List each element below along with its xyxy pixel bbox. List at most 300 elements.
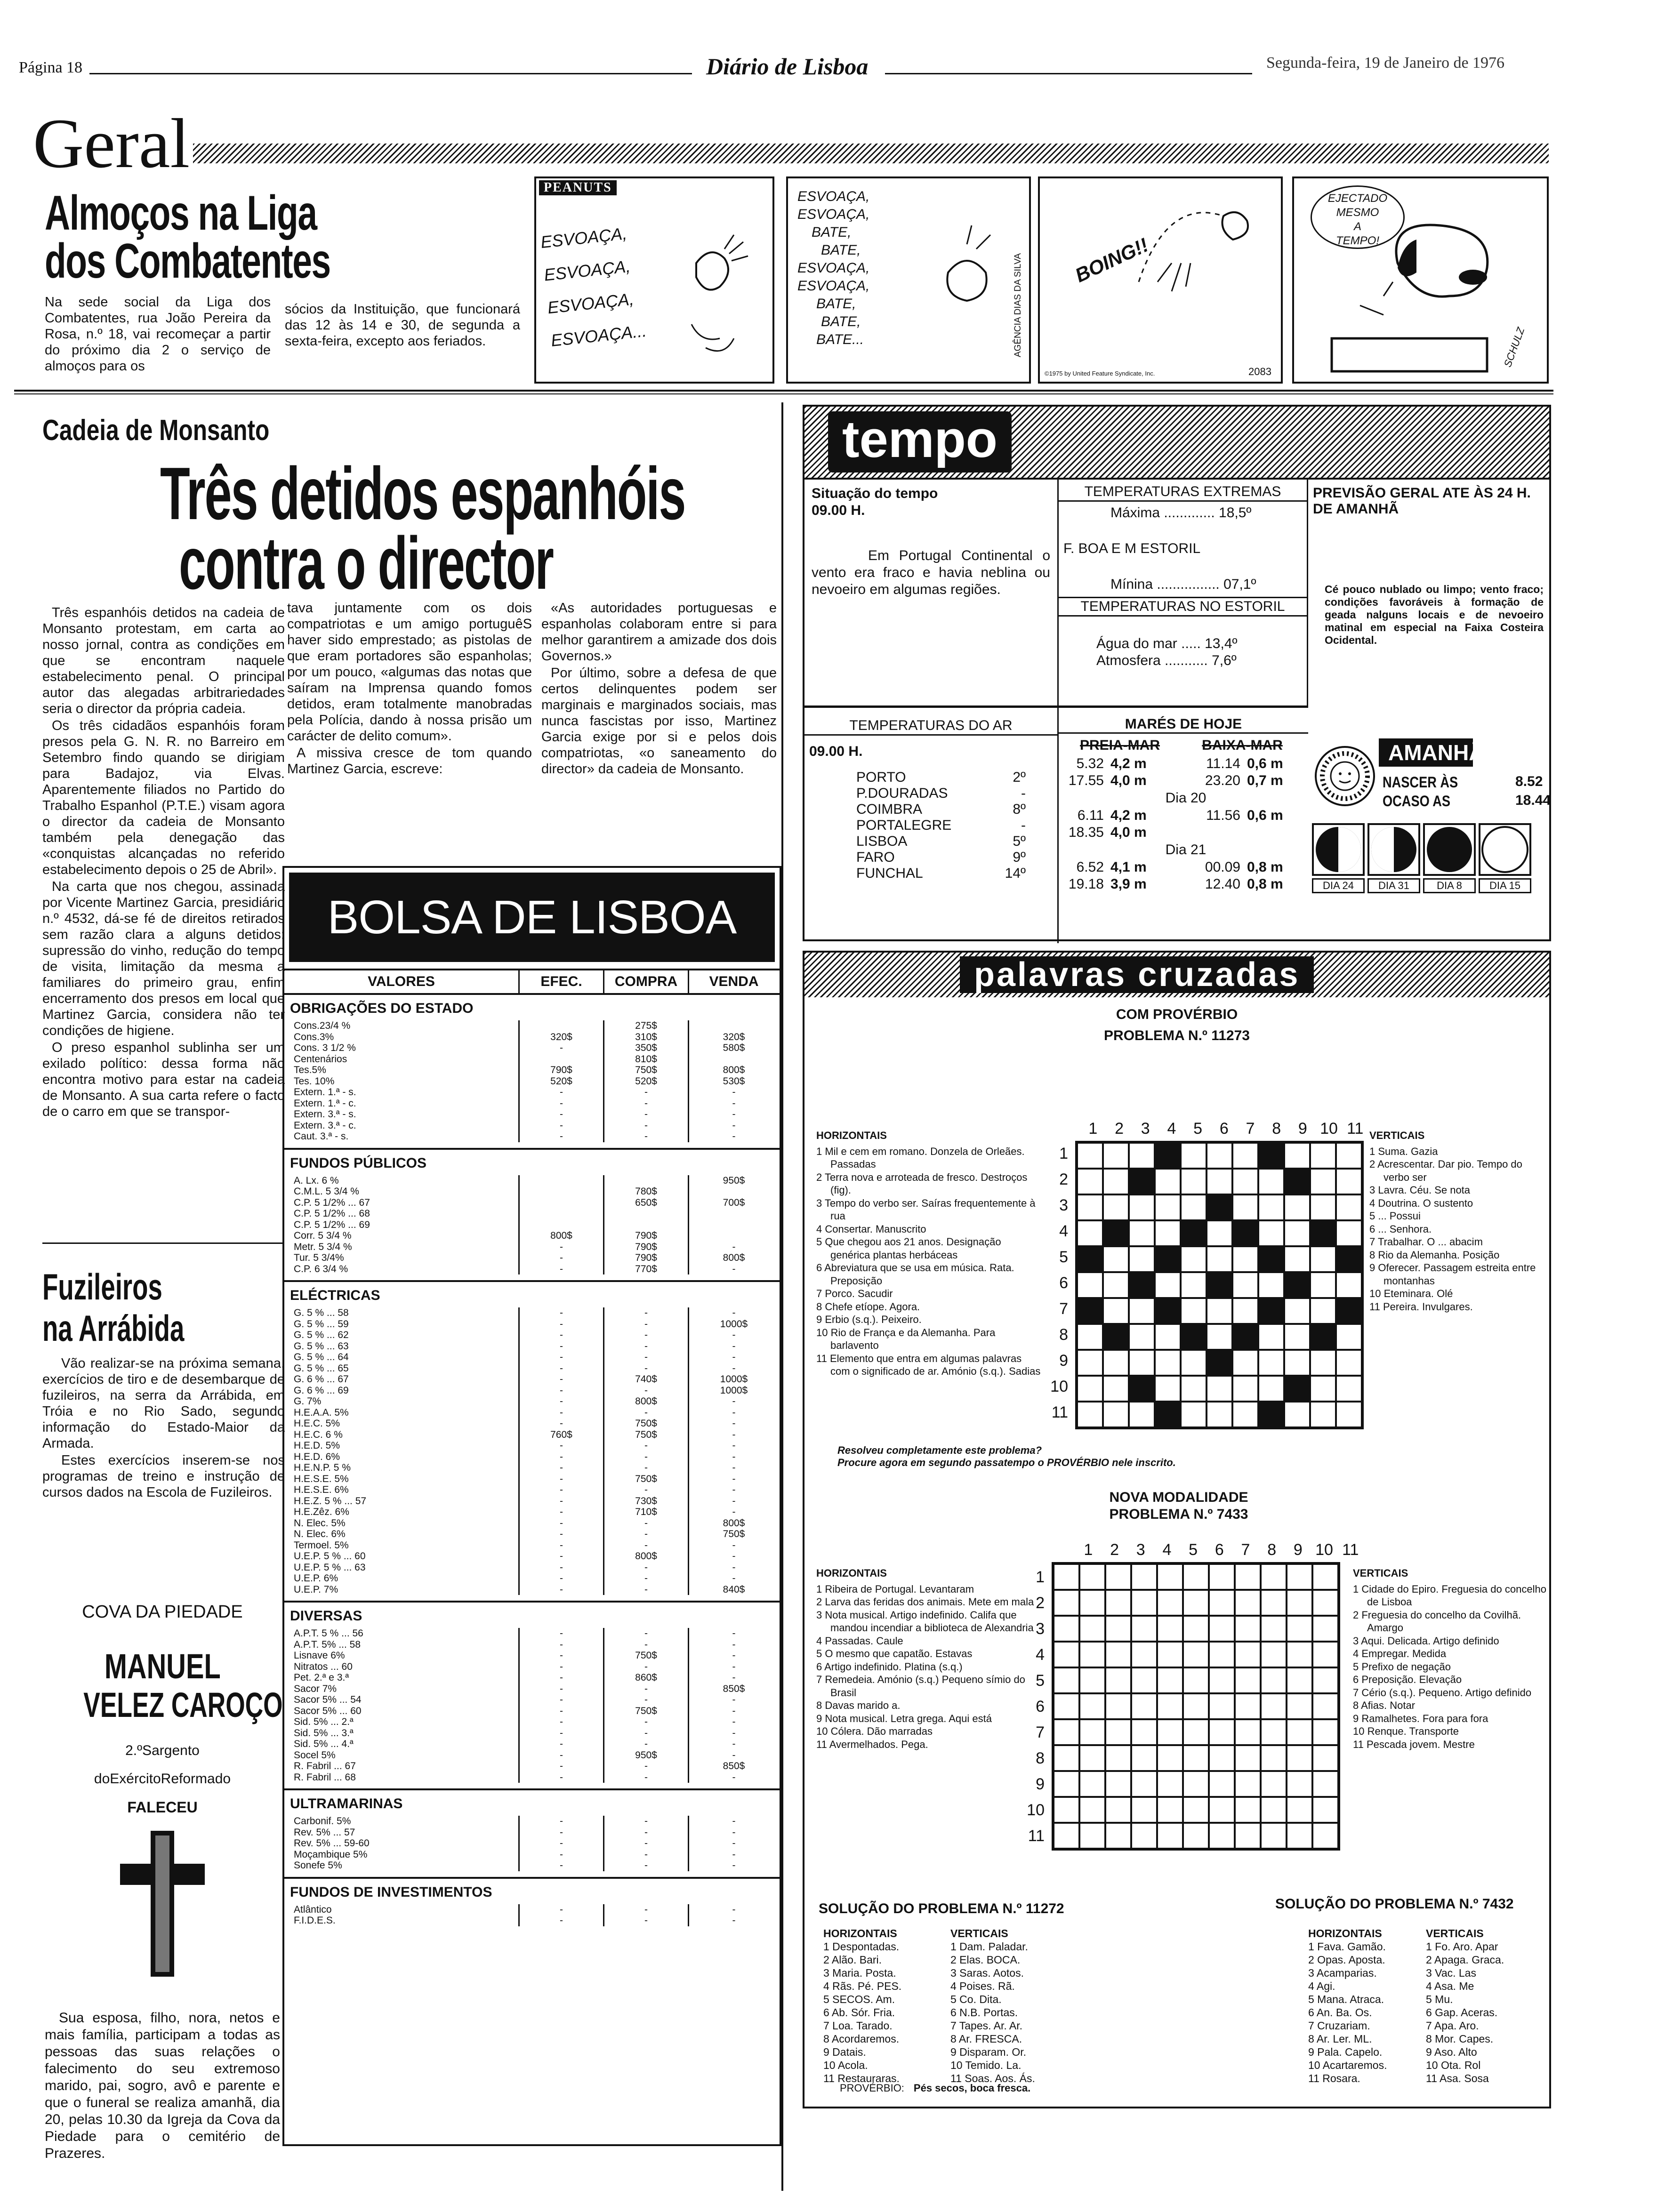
grid-cell[interactable] — [1155, 1376, 1181, 1402]
grid-cell[interactable] — [1054, 1745, 1079, 1771]
grid-cell[interactable] — [1131, 1797, 1157, 1823]
grid-cell[interactable] — [1232, 1169, 1258, 1194]
grid-cell[interactable] — [1155, 1194, 1181, 1220]
clue: 6 N.B. Portas. — [950, 2006, 1018, 2019]
grid-cell[interactable] — [1261, 1616, 1287, 1642]
grid-cell[interactable] — [1077, 1220, 1103, 1246]
grid-cell[interactable] — [1077, 1169, 1103, 1194]
grid-cell[interactable] — [1183, 1771, 1209, 1797]
bolsa-cell: - — [604, 1661, 689, 1673]
grid-cell[interactable] — [1054, 1823, 1079, 1849]
clue: 7 Remedeia. Amónio (s.q.) Pequeno símio do Brasil — [816, 1674, 1025, 1699]
clue: 4 Asa. Me — [1426, 1980, 1474, 1992]
grid-cell[interactable] — [1235, 1667, 1261, 1693]
grid-cell[interactable] — [1054, 1616, 1079, 1642]
bolsa-cell: - — [520, 1474, 604, 1485]
grid-cell[interactable] — [1312, 1642, 1338, 1667]
grid-cell[interactable] — [1336, 1220, 1362, 1246]
grid-cell[interactable] — [1157, 1564, 1183, 1590]
grid-cell[interactable] — [1261, 1693, 1287, 1719]
grid-cell[interactable] — [1079, 1590, 1105, 1616]
mares-cell: 17.55 — [1068, 773, 1104, 788]
grid-cell[interactable] — [1232, 1246, 1258, 1272]
crossword-note — [837, 1444, 1176, 1469]
grid-cell[interactable] — [1103, 1194, 1129, 1220]
comic-text: BATE, — [821, 242, 861, 258]
grid-cell[interactable] — [1258, 1350, 1284, 1376]
bolsa-section — [284, 1148, 780, 1281]
grid-cell[interactable] — [1209, 1590, 1235, 1616]
grid-cell[interactable] — [1077, 1194, 1103, 1220]
grid-cell[interactable] — [1232, 1194, 1258, 1220]
grid-cell[interactable] — [1258, 1220, 1284, 1246]
bolsa-row — [284, 1197, 780, 1209]
grid-cell[interactable] — [1103, 1350, 1129, 1376]
clue: 5 ... Possui — [1369, 1210, 1421, 1222]
grid-cell[interactable] — [1129, 1324, 1155, 1350]
grid-cell[interactable] — [1155, 1169, 1181, 1194]
bolsa-cell — [689, 1186, 779, 1197]
bolsa-section — [284, 995, 780, 1148]
grid-cell[interactable] — [1181, 1402, 1207, 1427]
grid-cell[interactable] — [1183, 1693, 1209, 1719]
grid-cell[interactable] — [1131, 1667, 1157, 1693]
bolsa-cell: - — [520, 1407, 604, 1419]
grid-cell[interactable] — [1183, 1642, 1209, 1667]
bolsa-section — [284, 1788, 780, 1877]
mares-row — [1063, 824, 1308, 841]
grid-cell[interactable] — [1261, 1719, 1287, 1745]
mares — [1059, 708, 1308, 943]
grid-cell[interactable] — [1105, 1590, 1131, 1616]
bolsa-cell: - — [604, 1319, 689, 1330]
grid-cell[interactable] — [1054, 1590, 1079, 1616]
fuzileiros-title-2: na Arrábida — [42, 1307, 185, 1349]
problem-2-grid[interactable] — [1052, 1562, 1340, 1851]
comic-text: EJECTADO — [1327, 192, 1388, 205]
grid-cell[interactable] — [1207, 1376, 1232, 1402]
bolsa-cell: - — [520, 1518, 604, 1529]
grid-cell[interactable] — [1077, 1376, 1103, 1402]
comic-text: BATE, — [812, 224, 852, 240]
grid-cell[interactable] — [1310, 1402, 1336, 1427]
comic-text: ESVOAÇA, — [797, 189, 870, 204]
grid-cell[interactable] — [1103, 1298, 1129, 1324]
grid-cell[interactable] — [1284, 1350, 1310, 1376]
grid-cell[interactable] — [1181, 1194, 1207, 1220]
grid-cell[interactable] — [1077, 1350, 1103, 1376]
bolsa-cell: - — [520, 1120, 604, 1131]
grid-cell[interactable] — [1209, 1771, 1235, 1797]
grid-cell[interactable] — [1287, 1745, 1312, 1771]
grid-cell[interactable] — [1105, 1667, 1131, 1693]
clue: 11 Pescada jovem. Mestre — [1353, 1738, 1475, 1750]
row-number: 4 — [1036, 1646, 1045, 1664]
grid-cell[interactable] — [1261, 1564, 1287, 1590]
grid-cell[interactable] — [1284, 1143, 1310, 1169]
bolsa-cell: - — [732, 1650, 736, 1661]
bolsa-cell: - — [732, 1827, 736, 1838]
grid-cell[interactable] — [1310, 1350, 1336, 1376]
clue: 2 Opas. Aposta. — [1308, 1954, 1385, 1966]
grid-cell[interactable] — [1235, 1693, 1261, 1719]
grid-cell[interactable] — [1129, 1350, 1155, 1376]
bolsa-cell: - — [520, 1650, 604, 1661]
bolsa-cell: C.P. 6 3/4 % — [284, 1264, 520, 1275]
grid-cell[interactable] — [1103, 1143, 1129, 1169]
grid-cell[interactable] — [1079, 1823, 1105, 1849]
clue: 2 Elas. BOCA. — [950, 1954, 1021, 1966]
grid-cell[interactable] — [1183, 1667, 1209, 1693]
grid-cell[interactable] — [1157, 1590, 1183, 1616]
grid-cell[interactable] — [1183, 1616, 1209, 1642]
grid-cell[interactable] — [1284, 1220, 1310, 1246]
grid-cell[interactable] — [1209, 1745, 1235, 1771]
grid-cell[interactable] — [1103, 1272, 1129, 1298]
grid-cell[interactable] — [1235, 1823, 1261, 1849]
grid-cell[interactable] — [1287, 1616, 1312, 1642]
grid-cell[interactable] — [1183, 1719, 1209, 1745]
bolsa-cell: 750$ — [604, 1650, 689, 1661]
city: PORTALEGRE — [856, 817, 952, 833]
grid-cell[interactable] — [1054, 1719, 1079, 1745]
grid-cell[interactable] — [1129, 1194, 1155, 1220]
grid-cell[interactable] — [1131, 1823, 1157, 1849]
grid-cell[interactable] — [1157, 1693, 1183, 1719]
grid-cell[interactable] — [1258, 1376, 1284, 1402]
grid-cell[interactable] — [1157, 1616, 1183, 1642]
grid-cell — [1284, 1169, 1310, 1194]
grid-cell[interactable] — [1235, 1745, 1261, 1771]
bolsa-cell: 800$ — [723, 1252, 745, 1263]
grid-cell[interactable] — [1077, 1324, 1103, 1350]
grid-cell[interactable] — [1131, 1745, 1157, 1771]
grid-cell[interactable] — [1232, 1350, 1258, 1376]
grid-cell[interactable] — [1155, 1220, 1181, 1246]
grid-cell[interactable] — [1207, 1169, 1232, 1194]
paragraph: Três espanhóis detidos na cadeia de Monsanto protestam, em carta ao nosso jornal, contra as condições em que se encontram naquele estabelecimento penal. O principal autor das alegadas arbitrariedades seria o director da própria cadeia. — [42, 605, 285, 716]
grid-cell[interactable] — [1157, 1642, 1183, 1667]
grid-cell[interactable] — [1232, 1298, 1258, 1324]
bolsa-cell: - — [732, 1440, 736, 1451]
bolsa-row — [284, 1761, 780, 1772]
grid-cell[interactable] — [1209, 1616, 1235, 1642]
grid-cell[interactable] — [1312, 1771, 1338, 1797]
grid-cell[interactable] — [1312, 1667, 1338, 1693]
grid-cell[interactable] — [1181, 1246, 1207, 1272]
grid-cell[interactable] — [1287, 1771, 1312, 1797]
grid-cell[interactable] — [1181, 1143, 1207, 1169]
baixa-mar-header: BAIXA-MAR — [1202, 737, 1283, 753]
grid-cell[interactable] — [1054, 1693, 1079, 1719]
grid-cell[interactable] — [1105, 1616, 1131, 1642]
grid-cell[interactable] — [1284, 1402, 1310, 1427]
obit-rank: 2.ºSargento — [125, 1743, 200, 1758]
bolsa-cell: - — [520, 1252, 604, 1264]
grid-cell[interactable] — [1209, 1823, 1235, 1849]
bolsa-cell: 790$ — [604, 1252, 689, 1264]
grid-cell[interactable] — [1157, 1719, 1183, 1745]
grid-cell[interactable] — [1077, 1402, 1103, 1427]
grid-cell[interactable] — [1183, 1564, 1209, 1590]
grid-cell[interactable] — [1157, 1667, 1183, 1693]
grid-cell[interactable] — [1131, 1642, 1157, 1667]
problem-1-grid[interactable] — [1075, 1141, 1364, 1429]
grid-cell[interactable] — [1054, 1642, 1079, 1667]
grid-cell[interactable] — [1131, 1590, 1157, 1616]
grid-cell[interactable] — [1103, 1376, 1129, 1402]
clue: 7 Apa. Aro. — [1426, 2020, 1479, 2032]
ar-heading: TEMPERATURAS DO AR — [804, 708, 1057, 736]
grid-cell[interactable] — [1129, 1220, 1155, 1246]
grid-cell[interactable] — [1336, 1143, 1362, 1169]
grid-cell[interactable] — [1336, 1324, 1362, 1350]
grid-cell[interactable] — [1105, 1564, 1131, 1590]
grid-cell[interactable] — [1207, 1246, 1232, 1272]
clue: 7 Trabalhar. O ... abacim — [1369, 1236, 1483, 1248]
grid-cell[interactable] — [1235, 1719, 1261, 1745]
grid-cell[interactable] — [1209, 1642, 1235, 1667]
bolsa-cell: - — [520, 1672, 604, 1683]
grid-cell[interactable] — [1312, 1616, 1338, 1642]
grid-cell[interactable] — [1232, 1272, 1258, 1298]
grid-cell[interactable] — [1054, 1667, 1079, 1693]
grid-cell[interactable] — [1310, 1143, 1336, 1169]
grid-cell[interactable] — [1155, 1350, 1181, 1376]
mares-cell: 4,0 m — [1110, 825, 1147, 840]
grid-cell[interactable] — [1209, 1719, 1235, 1745]
bolsa-row — [284, 1694, 780, 1706]
grid-cell[interactable] — [1312, 1693, 1338, 1719]
grid-cell[interactable] — [1287, 1693, 1312, 1719]
grid-cell[interactable] — [1129, 1143, 1155, 1169]
grid-cell[interactable] — [1312, 1823, 1338, 1849]
grid-cell[interactable] — [1079, 1771, 1105, 1797]
grid-cell[interactable] — [1209, 1564, 1235, 1590]
grid-cell[interactable] — [1284, 1298, 1310, 1324]
grid-cell[interactable] — [1261, 1642, 1287, 1667]
grid-cell[interactable] — [1232, 1402, 1258, 1427]
bolsa-row — [284, 1772, 780, 1783]
grid-cell[interactable] — [1183, 1745, 1209, 1771]
grid-cell[interactable] — [1157, 1771, 1183, 1797]
grid-cell[interactable] — [1312, 1719, 1338, 1745]
grid-cell[interactable] — [1131, 1719, 1157, 1745]
bolsa-cell: U.E.P. 7% — [284, 1584, 520, 1595]
page-number: Página 18 — [19, 59, 83, 76]
grid-cell[interactable] — [1181, 1298, 1207, 1324]
grid-cell[interactable] — [1287, 1823, 1312, 1849]
grid-cell[interactable] — [1261, 1590, 1287, 1616]
clue: 2 Freguesia do concelho da Covilhã. Amargo — [1353, 1609, 1521, 1634]
grid-cell[interactable] — [1336, 1376, 1362, 1402]
grid-cell[interactable] — [1103, 1169, 1129, 1194]
grid-cell[interactable] — [1209, 1693, 1235, 1719]
grid-cell[interactable] — [1155, 1272, 1181, 1298]
grid-cell[interactable] — [1287, 1642, 1312, 1667]
bolsa-cell: - — [732, 1849, 736, 1860]
bolsa-cell: - — [604, 1484, 689, 1496]
grid-cell[interactable] — [1310, 1169, 1336, 1194]
grid-cell[interactable] — [1105, 1823, 1131, 1849]
grid-cell[interactable] — [1077, 1272, 1103, 1298]
grid-cell[interactable] — [1261, 1745, 1287, 1771]
grid-cell[interactable] — [1287, 1590, 1312, 1616]
grid-cell[interactable] — [1054, 1797, 1079, 1823]
grid-cell[interactable] — [1103, 1402, 1129, 1427]
bolsa-cell: 750$ — [604, 1429, 689, 1441]
grid-cell[interactable] — [1157, 1745, 1183, 1771]
grid-cell[interactable] — [1258, 1194, 1284, 1220]
grid-cell[interactable] — [1258, 1324, 1284, 1350]
bolsa-row — [284, 1915, 780, 1926]
note-line: Resolveu completamente este problema? — [837, 1444, 1042, 1456]
grid-cell[interactable] — [1079, 1719, 1105, 1745]
mares-cell — [1176, 824, 1247, 841]
grid-cell[interactable] — [1336, 1169, 1362, 1194]
grid-cell[interactable] — [1336, 1272, 1362, 1298]
grid-cell[interactable] — [1336, 1402, 1362, 1427]
grid-cell[interactable] — [1181, 1376, 1207, 1402]
clue: 1 Suma. Gazia — [1369, 1145, 1438, 1157]
grid-cell[interactable] — [1129, 1246, 1155, 1272]
grid-cell[interactable] — [1183, 1590, 1209, 1616]
grid-cell[interactable] — [1207, 1298, 1232, 1324]
grid-cell[interactable] — [1183, 1823, 1209, 1849]
grid-cell[interactable] — [1079, 1667, 1105, 1693]
grid-cell[interactable] — [1312, 1797, 1338, 1823]
crossword-banner — [804, 953, 1549, 997]
grid-cell[interactable] — [1287, 1564, 1312, 1590]
grid-cell[interactable] — [1181, 1350, 1207, 1376]
grid-cell[interactable] — [1079, 1693, 1105, 1719]
mares-cell: 18.35 — [1068, 825, 1104, 840]
grid-cell[interactable] — [1207, 1324, 1232, 1350]
grid-cell[interactable] — [1310, 1376, 1336, 1402]
clue: 6 Ab. Sór. Fria. — [823, 2006, 895, 2019]
grid-cell[interactable] — [1079, 1642, 1105, 1667]
grid-cell[interactable] — [1079, 1616, 1105, 1642]
grid-cell[interactable] — [1155, 1324, 1181, 1350]
grid-cell[interactable] — [1235, 1642, 1261, 1667]
grid-cell[interactable] — [1079, 1564, 1105, 1590]
grid-cell[interactable] — [1105, 1693, 1131, 1719]
bolsa-cell: 530$ — [723, 1075, 745, 1087]
grid-cell[interactable] — [1235, 1564, 1261, 1590]
grid-cell[interactable] — [1261, 1667, 1287, 1693]
grid-cell[interactable] — [1183, 1797, 1209, 1823]
temp: - — [1021, 785, 1026, 801]
clue: 6 An. Ba. Os. — [1308, 2006, 1372, 2019]
grid-cell[interactable] — [1287, 1797, 1312, 1823]
grid-cell[interactable] — [1336, 1194, 1362, 1220]
grid-cell[interactable] — [1284, 1324, 1310, 1350]
grid-cell[interactable] — [1054, 1771, 1079, 1797]
grid-cell[interactable] — [1131, 1616, 1157, 1642]
grid-cell[interactable] — [1209, 1667, 1235, 1693]
grid-cell[interactable] — [1209, 1797, 1235, 1823]
grid-cell[interactable] — [1284, 1194, 1310, 1220]
bolsa-cell: - — [732, 1672, 736, 1683]
clue: 11 Avermelhados. Pega. — [816, 1738, 928, 1750]
grid-cell[interactable] — [1079, 1797, 1105, 1823]
grid-cell[interactable] — [1235, 1616, 1261, 1642]
grid-cell[interactable] — [1235, 1797, 1261, 1823]
grid-cell[interactable] — [1181, 1169, 1207, 1194]
row-number: 5 — [1059, 1248, 1068, 1266]
grid-cell[interactable] — [1258, 1169, 1284, 1194]
grid-cell[interactable] — [1310, 1246, 1336, 1272]
grid-cell[interactable] — [1079, 1745, 1105, 1771]
mares-cell: 12.40 — [1205, 876, 1240, 892]
grid-cell[interactable] — [1312, 1590, 1338, 1616]
grid-cell[interactable] — [1235, 1771, 1261, 1797]
bolsa-cell: Sid. 5% ... 4.ª — [284, 1739, 520, 1750]
grid-cell[interactable] — [1105, 1771, 1131, 1797]
grid-cell[interactable] — [1310, 1272, 1336, 1298]
grid-cell[interactable] — [1261, 1797, 1287, 1823]
grid-cell[interactable] — [1105, 1797, 1131, 1823]
bolsa-cell: - — [520, 1551, 604, 1562]
grid-cell[interactable] — [1207, 1220, 1232, 1246]
bolsa-cell — [604, 1219, 689, 1231]
grid-cell[interactable] — [1310, 1194, 1336, 1220]
bolsa-cell: - — [732, 1340, 736, 1352]
grid-cell[interactable] — [1258, 1272, 1284, 1298]
grid-cell[interactable] — [1131, 1771, 1157, 1797]
sun-icon — [1312, 743, 1378, 809]
grid-cell[interactable] — [1232, 1376, 1258, 1402]
grid-cell[interactable] — [1103, 1246, 1129, 1272]
grid-cell[interactable] — [1131, 1564, 1157, 1590]
grid-cell[interactable] — [1207, 1143, 1232, 1169]
sol-lua — [1308, 705, 1551, 943]
grid-cell[interactable] — [1077, 1143, 1103, 1169]
grid-cell[interactable] — [1054, 1564, 1079, 1590]
grid-cell[interactable] — [1157, 1797, 1183, 1823]
grid-cell[interactable] — [1261, 1771, 1287, 1797]
grid-cell[interactable] — [1105, 1719, 1131, 1745]
grid-cell[interactable] — [1131, 1693, 1157, 1719]
grid-cell[interactable] — [1287, 1719, 1312, 1745]
grid-cell[interactable] — [1157, 1823, 1183, 1849]
grid-cell[interactable] — [1336, 1350, 1362, 1376]
grid-cell[interactable] — [1312, 1745, 1338, 1771]
grid-cell[interactable] — [1105, 1642, 1131, 1667]
bolsa-cell: - — [732, 1352, 736, 1362]
grid-cell[interactable] — [1129, 1298, 1155, 1324]
bolsa-row — [284, 1098, 780, 1109]
bolsa-cell: - — [520, 1242, 604, 1253]
grid-cell[interactable] — [1284, 1246, 1310, 1272]
grid-cell[interactable] — [1312, 1564, 1338, 1590]
grid-cell[interactable] — [1181, 1272, 1207, 1298]
bolsa-cell: U.E.P. 5 % ... 60 — [284, 1551, 520, 1562]
bolsa-row — [284, 1230, 780, 1242]
grid-cell[interactable] — [1129, 1402, 1155, 1427]
grid-cell[interactable] — [1105, 1745, 1131, 1771]
bolsa-row — [284, 1407, 780, 1419]
grid-cell[interactable] — [1310, 1298, 1336, 1324]
grid-cell[interactable] — [1261, 1823, 1287, 1849]
grid-cell[interactable] — [1287, 1667, 1312, 1693]
bolsa-cell: - — [604, 1462, 689, 1474]
bolsa-section-title: FUNDOS PÚBLICOS — [290, 1155, 427, 1171]
grid-cell[interactable] — [1235, 1590, 1261, 1616]
clue: 5 SECOS. Am. — [823, 1993, 895, 2005]
grid-cell[interactable] — [1232, 1143, 1258, 1169]
grid-cell[interactable] — [1207, 1402, 1232, 1427]
